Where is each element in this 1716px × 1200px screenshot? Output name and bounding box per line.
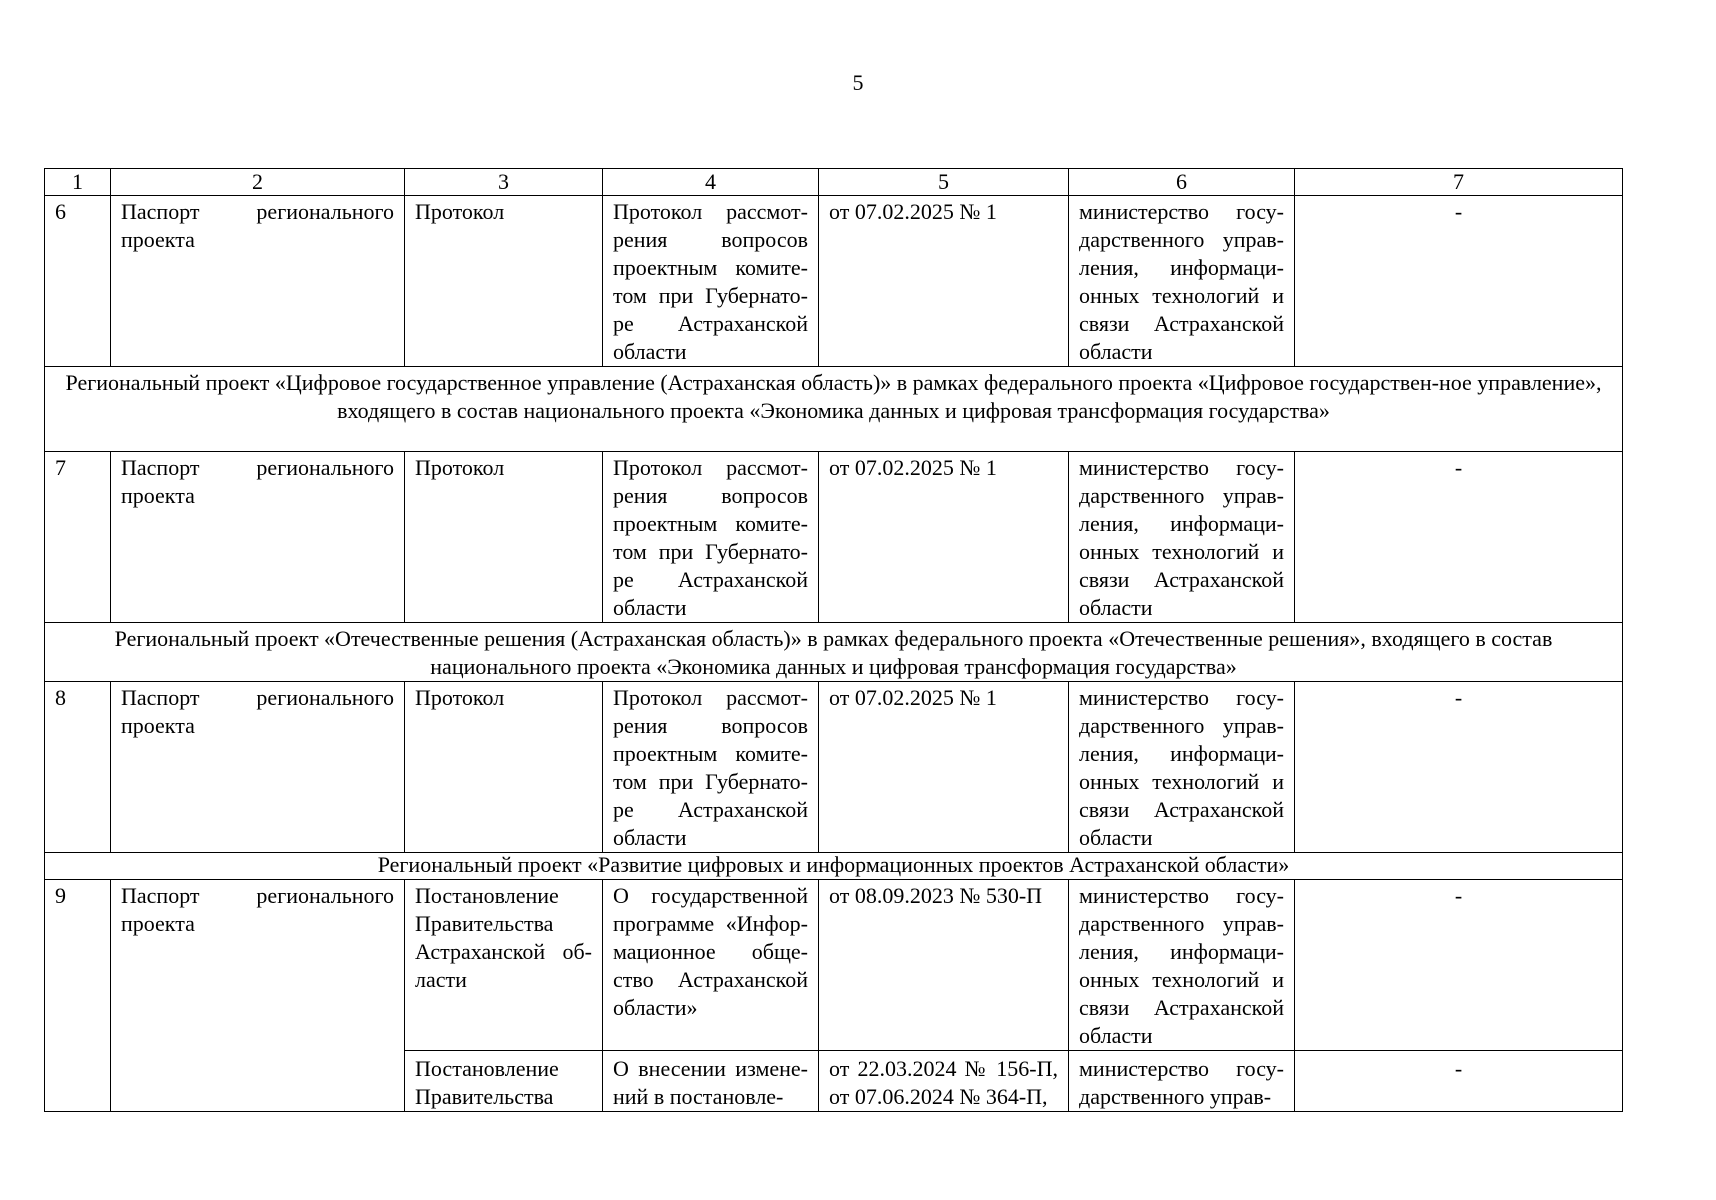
column-header: 1: [45, 169, 111, 196]
note-cell: -: [1295, 1051, 1623, 1112]
column-header: 4: [603, 169, 819, 196]
section-row: [45, 367, 1623, 452]
page-number: 5: [852, 70, 864, 95]
table-row: [45, 880, 1623, 1051]
row-number: 8: [45, 682, 111, 853]
row-number: 6: [45, 196, 111, 367]
section-row: [45, 853, 1623, 880]
document-type: Протокол: [405, 196, 603, 367]
note-cell: -: [1295, 682, 1623, 853]
document-date-number: от 08.09.2023 № 530-П: [819, 880, 1069, 1051]
document-date-number: от 22.03.2024 № 156-П, от 07.06.2024 № 364-П,: [819, 1051, 1069, 1112]
section-row: [45, 623, 1623, 682]
responsible-body: министерство госу-дарственного управ-: [1069, 1051, 1295, 1112]
document-title: Протокол рассмот-рения вопросов проектным комите-том при Губернато-ре Астраханской области: [603, 452, 819, 623]
note-cell: -: [1295, 452, 1623, 623]
document-name: Паспорт регионального проекта: [111, 880, 405, 1112]
section-title: Региональный проект «Цифровое государственное управление (Астраханская область)» в рамках федерального проекта «Цифровое государствен-ное управление», входящего в состав национального проекта «Экономика данных и цифровая трансформация государства»: [45, 367, 1623, 452]
responsible-body: министерство госу-дарственного управ-ления, информаци-онных технологий и связи Астраханской области: [1069, 452, 1295, 623]
document-date-number: от 07.02.2025 № 1: [819, 682, 1069, 853]
column-header: 5: [819, 169, 1069, 196]
table-row: [45, 682, 1623, 853]
column-number-header: [45, 169, 1623, 196]
document-name: Паспорт регионального проекта: [111, 682, 405, 853]
section-title: Региональный проект «Развитие цифровых и информационных проектов Астраханской области»: [45, 853, 1623, 880]
document-type: Постановление Правительства: [405, 1051, 603, 1112]
section-title: Региональный проект «Отечественные решения (Астраханская область)» в рамках федерального проекта «Отечественные решения», входящего в состав национального проекта «Экономика данных и цифровая трансформация государства»: [45, 623, 1623, 682]
document-title: О внесении измене-ний в постановле-: [603, 1051, 819, 1112]
responsible-body: министерство госу-дарственного управ-ления, информаци-онных технологий и связи Астраханской области: [1069, 196, 1295, 367]
column-header: 2: [111, 169, 405, 196]
registry-table: [44, 168, 1623, 1112]
table-row: [45, 196, 1623, 367]
document-title: О государственной программе «Инфор-мационное обще-ство Астраханской области»: [603, 880, 819, 1051]
table-row: [45, 452, 1623, 623]
responsible-body: министерство госу-дарственного управ-ления, информаци-онных технологий и связи Астраханской области: [1069, 682, 1295, 853]
responsible-body: министерство госу-дарственного управ-ления, информаци-онных технологий и связи Астраханской области: [1069, 880, 1295, 1051]
column-header: 3: [405, 169, 603, 196]
row-number: 7: [45, 452, 111, 623]
document-date-number: от 07.02.2025 № 1: [819, 196, 1069, 367]
document-date-number: от 07.02.2025 № 1: [819, 452, 1069, 623]
document-title: Протокол рассмот-рения вопросов проектным комите-том при Губернато-ре Астраханской области: [603, 196, 819, 367]
document-name: Паспорт регионального проекта: [111, 196, 405, 367]
document-type: Постановление Правительства Астраханской об-ласти: [405, 880, 603, 1051]
note-cell: -: [1295, 880, 1623, 1051]
document-type: Протокол: [405, 682, 603, 853]
document-title: Протокол рассмот-рения вопросов проектным комите-том при Губернато-ре Астраханской области: [603, 682, 819, 853]
document-name: Паспорт регионального проекта: [111, 452, 405, 623]
note-cell: -: [1295, 196, 1623, 367]
row-number: 9: [45, 880, 111, 1112]
column-header: 6: [1069, 169, 1295, 196]
document-type: Протокол: [405, 452, 603, 623]
column-header: 7: [1295, 169, 1623, 196]
